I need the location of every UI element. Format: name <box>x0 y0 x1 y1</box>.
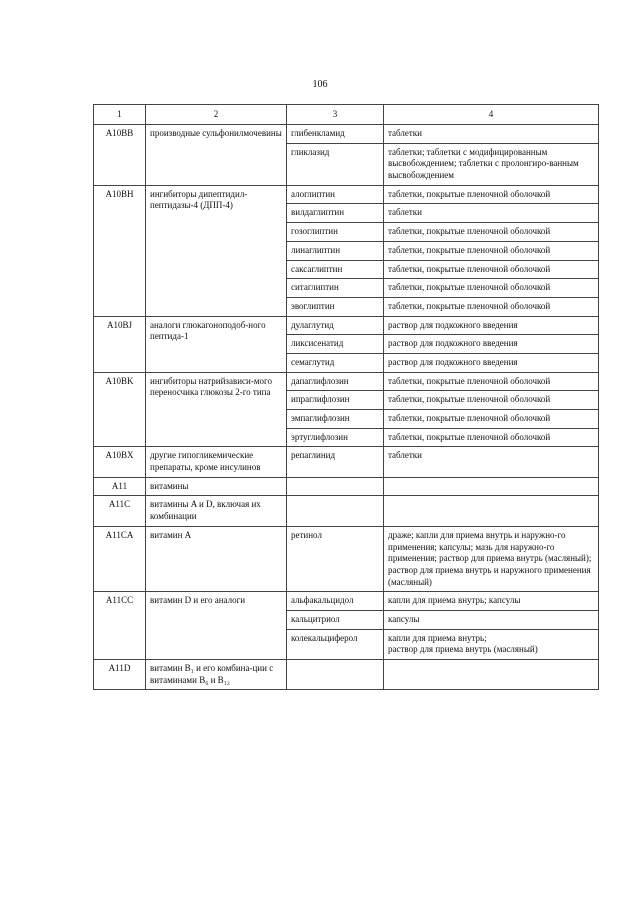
drug-name-cell: эмпаглифлозин <box>287 410 384 429</box>
anatomical-group-cell: витамин A <box>146 526 287 591</box>
drug-name-cell: вилдаглиптин <box>287 204 384 223</box>
dosage-form-cell: таблетки, покрытые пленочной оболочкой <box>384 223 599 242</box>
dosage-form-cell: таблетки, покрытые пленочной оболочкой <box>384 297 599 316</box>
dosage-form-cell: таблетки <box>384 125 599 144</box>
atc-code-cell: A11C <box>94 496 146 526</box>
atc-code-cell: A11CA <box>94 526 146 591</box>
atc-code-cell: A11CC <box>94 592 146 660</box>
dosage-form-cell: раствор для подкожного введения <box>384 335 599 354</box>
table-row <box>94 496 599 526</box>
dosage-form-cell: драже; капли для приема внутрь и наружно-го применения; капсулы; мазь для наружно-го применения; раствор для приема внутрь (масляный); раствор для приема внутрь и наружного применения (масляный) <box>384 526 599 591</box>
atc-code-cell: A10BH <box>94 185 146 316</box>
dosage-form-cell: таблетки, покрытые пленочной оболочкой <box>384 372 599 391</box>
atc-code-cell: A10BB <box>94 125 146 186</box>
table-row <box>94 185 599 204</box>
header-cell: 2 <box>146 105 287 125</box>
atc-code-cell: A10BK <box>94 372 146 447</box>
drug-name-cell: дулаглутид <box>287 316 384 335</box>
atc-code-cell: A11D <box>94 660 146 690</box>
drug-name-cell: ситаглиптин <box>287 279 384 298</box>
dosage-form-cell <box>384 660 599 690</box>
dosage-form-cell: таблетки, покрытые пленочной оболочкой <box>384 241 599 260</box>
dosage-form-cell: таблетки, покрытые пленочной оболочкой <box>384 185 599 204</box>
dosage-form-cell <box>384 477 599 496</box>
drug-name-cell: репаглинид <box>287 447 384 477</box>
dosage-form-cell: таблетки <box>384 447 599 477</box>
table-row <box>94 316 599 335</box>
drug-name-cell: альфакальцидол <box>287 592 384 611</box>
dosage-form-cell: таблетки, покрытые пленочной оболочкой <box>384 260 599 279</box>
drug-name-cell: саксаглиптин <box>287 260 384 279</box>
anatomical-group-cell: другие гипогликемические препараты, кроме инсулинов <box>146 447 287 477</box>
drug-name-cell: эртуглифлозин <box>287 428 384 447</box>
dosage-form-cell: таблетки, покрытые пленочной оболочкой <box>384 391 599 410</box>
drug-name-cell: алоглиптин <box>287 185 384 204</box>
dosage-form-cell: таблетки; таблетки с модифицированным высвобождением; таблетки с пролонгиро-ванным высвобождением <box>384 143 599 185</box>
drug-name-cell: ликсисенатид <box>287 335 384 354</box>
drug-name-cell: дапаглифлозин <box>287 372 384 391</box>
drug-name-cell: колекальциферол <box>287 629 384 659</box>
dosage-form-cell: капли для приема внутрь; раствор для приема внутрь (масляный) <box>384 629 599 659</box>
drug-name-cell: семаглутид <box>287 353 384 372</box>
anatomical-group-cell: витамин B₁ и его комбина-ции с витаминами B₆ и B₁₂ <box>146 660 287 690</box>
atc-code-cell: A10BX <box>94 447 146 477</box>
dosage-form-cell: таблетки <box>384 204 599 223</box>
table-row <box>94 372 599 391</box>
anatomical-group-cell: ингибиторы дипептидил-пептидазы-4 (ДПП-4) <box>146 185 287 316</box>
drug-name-cell <box>287 660 384 690</box>
dosage-form-cell: таблетки, покрытые пленочной оболочкой <box>384 428 599 447</box>
drug-name-cell: глибенкламид <box>287 125 384 144</box>
table-row <box>94 526 599 591</box>
table-row <box>94 125 599 144</box>
drug-name-cell <box>287 477 384 496</box>
table-row <box>94 477 599 496</box>
anatomical-group-cell: производные сульфонилмочевины <box>146 125 287 186</box>
header-cell: 1 <box>94 105 146 125</box>
drug-name-cell: ипраглифлозин <box>287 391 384 410</box>
anatomical-group-cell: витамины A и D, включая их комбинации <box>146 496 287 526</box>
table-header-row <box>94 105 599 125</box>
atc-code-cell: A10BJ <box>94 316 146 372</box>
table-row <box>94 447 599 477</box>
drug-table <box>93 104 599 690</box>
header-cell: 4 <box>384 105 599 125</box>
dosage-form-cell <box>384 496 599 526</box>
dosage-form-cell: таблетки, покрытые пленочной оболочкой <box>384 279 599 298</box>
drug-name-cell: эвоглиптин <box>287 297 384 316</box>
atc-code-cell: A11 <box>94 477 146 496</box>
drug-name-cell: линаглиптин <box>287 241 384 260</box>
drug-name-cell: ретинол <box>287 526 384 591</box>
dosage-form-cell: капли для приема внутрь; капсулы <box>384 592 599 611</box>
table-row <box>94 660 599 690</box>
anatomical-group-cell: ингибиторы натрийзависи-мого переносчика глюкозы 2-го типа <box>146 372 287 447</box>
page-number: 106 <box>312 79 328 90</box>
drug-name-cell: кальцитриол <box>287 610 384 629</box>
drug-name-cell <box>287 496 384 526</box>
dosage-form-cell: таблетки, покрытые пленочной оболочкой <box>384 410 599 429</box>
dosage-form-cell: раствор для подкожного введения <box>384 316 599 335</box>
dosage-form-cell: раствор для подкожного введения <box>384 353 599 372</box>
header-cell: 3 <box>287 105 384 125</box>
anatomical-group-cell: витамины <box>146 477 287 496</box>
table-row <box>94 592 599 611</box>
drug-name-cell: гозоглиптин <box>287 223 384 242</box>
anatomical-group-cell: аналоги глюкагоноподоб-ного пептида-1 <box>146 316 287 372</box>
anatomical-group-cell: витамин D и его аналоги <box>146 592 287 660</box>
drug-name-cell: гликлазид <box>287 143 384 185</box>
dosage-form-cell: капсулы <box>384 610 599 629</box>
